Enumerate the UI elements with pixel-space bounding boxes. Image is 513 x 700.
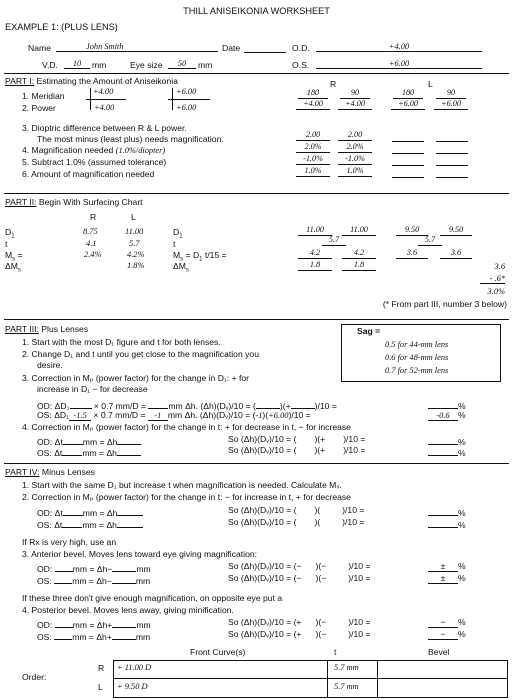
date-label: Date bbox=[222, 43, 241, 53]
chart-ms-cell: 4.2 bbox=[342, 248, 376, 259]
side-calc-2: - .6* bbox=[480, 274, 505, 284]
part2-footnote: (* From part III, number 3 below) bbox=[382, 299, 507, 309]
part2-heading: PART II: Begin With Surfacing Chart bbox=[5, 197, 143, 207]
side-calc-1: 3.6 bbox=[494, 262, 505, 271]
item4-label: 4. Magnification needed (1.0%/diopter) bbox=[22, 145, 166, 155]
p4-item2: 2. Correction in Mₚ (power factor) for the change in t: − for increase in t, + for decrease bbox=[22, 492, 351, 502]
item3-label: 3. Dioptric difference between R & L power. bbox=[22, 123, 187, 133]
mag-blank bbox=[392, 144, 424, 154]
chart-d1-cell: 9.50 bbox=[396, 225, 428, 236]
order-table bbox=[113, 660, 508, 698]
dms-label: $\Delta M_s$ bbox=[5, 261, 21, 274]
eyesize-unit: mm bbox=[198, 60, 213, 70]
p4-post-od-result: − % bbox=[428, 618, 466, 628]
od-value: +4.00 bbox=[316, 42, 482, 52]
p3-item4: 4. Correction in Mₚ (power factor) for the change in t: + for decrease in t, − for increase bbox=[22, 422, 351, 432]
diff-blank bbox=[392, 132, 424, 142]
item3b-label: The most minus (least plus) needs magnification. bbox=[37, 134, 224, 144]
order-row-t: 5.7 mm bbox=[334, 682, 359, 691]
order-row-t: 5.7 mm bbox=[334, 663, 359, 672]
d1-label-right: $D_1$ bbox=[173, 227, 183, 240]
cross2-top: +6.00 bbox=[176, 87, 197, 96]
need-cell: 1.0% bbox=[296, 166, 330, 177]
chart-d1-cell: 9.50 bbox=[440, 225, 472, 236]
chart-t-cell: 5.7 bbox=[418, 235, 442, 246]
left-t-r: 4.1 bbox=[86, 239, 97, 248]
p4-post-os-so: So (Δh)(Dᵥ)/10 = (+ )(− )/10 = bbox=[228, 629, 371, 639]
p4-post-od: OD: mm = Δh+ mm bbox=[37, 620, 151, 630]
p3-t-os-result: % bbox=[428, 446, 466, 458]
left-t-l: 5.7 bbox=[129, 239, 140, 248]
p4-os-result: % bbox=[428, 518, 466, 530]
p3-t-od: OD: Δt mm = Δh bbox=[37, 435, 141, 447]
p3-od-result: % bbox=[428, 399, 466, 411]
p4-od-so: So (Δh)(Dᵥ)/10 = ( )( )/10 = bbox=[228, 505, 365, 515]
chart-ms-cell: 3.6 bbox=[396, 248, 428, 259]
p4-post-od-so: So (Δh)(Dᵥ)/10 = (+ )(− )/10 = bbox=[228, 617, 371, 627]
example-label: EXAMPLE 1: (PLUS LENS) bbox=[5, 22, 118, 32]
part3-heading: PART III: Plus Lenses bbox=[5, 324, 89, 334]
p3-os-row: OS: ΔD₁ -1.5 × 0.7 mm/D = -1 mm Δh. (Δh)(Dᵥ)/10 = (-1)(+6.00)/10 = bbox=[37, 410, 311, 420]
p3-od-row: OD: ΔD₁ × 0.7 mm/D = mm Δh. (Δh)(Dᵥ)/10 = ( )(+ )/10 = bbox=[37, 401, 337, 411]
p4-post-os: OS: mm = Δh+ mm bbox=[37, 632, 151, 642]
order-row-front: + 9.50 D bbox=[117, 682, 148, 691]
order-row-divider bbox=[113, 678, 507, 679]
p3-t-os: OS: Δt mm = Δh bbox=[37, 446, 141, 458]
p3-item2b: desire. bbox=[37, 360, 63, 370]
meridian-label: 1. Meridian bbox=[22, 91, 65, 101]
item6-label: 6. Amount of magnification needed bbox=[22, 169, 155, 179]
chart-ms-cell: 4.2 bbox=[298, 248, 332, 259]
od-label: O.D. bbox=[292, 43, 310, 53]
diff-cell: 2.00 bbox=[338, 130, 372, 141]
p4-ant-os-result: ± % bbox=[428, 574, 466, 584]
t-label-right: t bbox=[173, 239, 176, 249]
cross1-top: +4.00 bbox=[93, 87, 114, 96]
dms-label-right: $\Delta M_s$ bbox=[173, 261, 189, 274]
mag-cell: 2.0% bbox=[338, 142, 372, 153]
p4-ant-od-so: So (Δh)(Dᵥ)/10 = (− )(− )/10 = bbox=[228, 561, 371, 571]
vd-label: V.D. bbox=[42, 60, 58, 70]
p4-od-row: OD: Δt mm = Δh bbox=[37, 506, 143, 518]
meridian-cell: 180 bbox=[393, 88, 423, 99]
sag-line: 0.5 for 44-mm lens bbox=[385, 340, 449, 349]
power-cell: +4.00 bbox=[338, 99, 372, 110]
tol-blank bbox=[436, 156, 468, 166]
p3-item1: 1. Start with the most D₁ figure and t for both lenses. bbox=[22, 337, 221, 347]
item5-label: 5. Subtract 1.0% (assumed tolerance) bbox=[22, 157, 167, 167]
left-d1-l: 11.00 bbox=[125, 227, 144, 236]
tol-cell: -1.0% bbox=[338, 154, 372, 165]
part4-heading: PART IV: Minus Lenses bbox=[5, 467, 95, 477]
chart-d1-cell: 11.00 bbox=[298, 225, 332, 236]
p3-t-od-result: % bbox=[428, 435, 466, 447]
chart-dms-cell: 1.8 bbox=[298, 260, 332, 271]
part1-r-header: R bbox=[330, 79, 337, 89]
left-ms-r: 2.4% bbox=[84, 250, 102, 259]
p4-os-so: So (Δh)(Dᵥ)/10 = ( )( )/10 = bbox=[228, 517, 365, 527]
os-label: O.S. bbox=[292, 60, 310, 70]
chart-d1-cell: 11.00 bbox=[342, 225, 376, 236]
ms-formula: $M_s = D_1$ t/15 = bbox=[173, 250, 227, 263]
p4-item3: 3. Anterior bevel. Moves lens toward eye giving magnification: bbox=[22, 549, 258, 559]
order-col-divider-2 bbox=[377, 660, 378, 697]
order-col-bevel: Bevel bbox=[428, 647, 450, 657]
left-dms-l: 1.8% bbox=[127, 261, 145, 270]
mag-cell: 2.0% bbox=[296, 142, 330, 153]
part1-heading: PART I: Estimating the Amount of Aniseikonia bbox=[5, 76, 178, 86]
order-col-divider-1 bbox=[327, 660, 328, 697]
chart-dms-cell: 1.8 bbox=[342, 260, 376, 271]
mag-blank bbox=[436, 144, 468, 154]
need-blank bbox=[436, 168, 468, 178]
eyesize-value: 50 bbox=[168, 59, 196, 69]
divider-1 bbox=[4, 73, 509, 74]
date-value bbox=[244, 42, 286, 53]
p3-t-os-so: So (Δh)(Dᵥ)/10 = ( )(+ )/10 = bbox=[228, 445, 366, 455]
part1-l-header: L bbox=[428, 79, 433, 89]
p4-ant-os-so: So (Δh)(Dᵥ)/10 = (− )(− )/10 = bbox=[228, 573, 371, 583]
d1-label: $D_1$ bbox=[5, 227, 15, 240]
chart-t-cell: 5.7 bbox=[322, 235, 346, 246]
power-cell: +6.00 bbox=[391, 99, 425, 110]
eyesize-label: Eye size bbox=[130, 60, 163, 70]
cross1-vertical bbox=[90, 88, 91, 110]
order-label: Order: bbox=[22, 672, 47, 682]
diff-cell: 2.00 bbox=[296, 130, 330, 141]
order-row-eye: L bbox=[98, 682, 103, 692]
p3-item3a: 3. Correction in Mₚ (power factor) for the change in D₁: + for bbox=[22, 373, 250, 383]
divider-3 bbox=[4, 319, 509, 320]
p4-rx-high: If Rx is very high, use an bbox=[22, 537, 117, 547]
cross1-horizontal bbox=[86, 99, 126, 100]
vd-value: 10 bbox=[64, 59, 90, 69]
p3-os-result: -0.6 % bbox=[428, 411, 466, 421]
left-ms-l: 4.2% bbox=[127, 250, 145, 259]
power-cell: +4.00 bbox=[296, 99, 330, 110]
part2-l-header: L bbox=[131, 212, 136, 222]
order-col-front: Front Curve(s) bbox=[190, 647, 246, 657]
cross2-right: +6.00 bbox=[176, 103, 197, 112]
sag-title: Sag = bbox=[357, 326, 381, 336]
diff-blank bbox=[436, 132, 468, 142]
p4-od-result: % bbox=[428, 506, 466, 518]
sag-line: 0.6 for 48-mm lens bbox=[385, 353, 449, 362]
order-col-t: t bbox=[334, 647, 337, 657]
order-row-front: + 11.00 D bbox=[117, 663, 152, 672]
order-row-eye: R bbox=[98, 663, 105, 673]
left-d1-r: 8.75 bbox=[83, 227, 98, 236]
divider-2 bbox=[4, 193, 509, 194]
p3-item2a: 2. Change D₁ and t until you get close to the magnification you bbox=[22, 349, 259, 359]
p4-post-os-result: − % bbox=[428, 630, 466, 640]
p4-os-row: OS: Δt mm = Δh bbox=[37, 518, 143, 530]
p4-not-enough: If these three don't give enough magnification, on opposite eye put a bbox=[22, 593, 283, 603]
chart-ms-cell: 3.6 bbox=[440, 248, 472, 259]
sag-line: 0.7 for 52-mm lens bbox=[385, 366, 449, 375]
side-calc-3: 3.0% bbox=[487, 287, 505, 296]
power-cell: +6.00 bbox=[434, 99, 468, 110]
tol-blank bbox=[392, 156, 424, 166]
meridian-cell: 90 bbox=[340, 88, 370, 99]
need-blank bbox=[392, 168, 424, 178]
name-label: Name bbox=[28, 43, 51, 53]
part2-r-header: R bbox=[90, 212, 97, 222]
meridian-cell: 180 bbox=[298, 88, 328, 99]
name-value: John Smith bbox=[56, 42, 218, 52]
ms-label: $M_s$ = bbox=[5, 250, 23, 263]
worksheet-title: THILL ANISEIKONIA WORKSHEET bbox=[183, 6, 330, 16]
need-cell: 1.0% bbox=[338, 166, 372, 177]
meridian-cell: 90 bbox=[436, 88, 466, 99]
p4-ant-os: OS: mm = Δh− mm bbox=[37, 576, 151, 586]
p3-item3b: increase in D₁ − for decrease bbox=[37, 384, 148, 394]
t-label: t bbox=[5, 239, 8, 249]
tol-cell: -1.0% bbox=[296, 154, 330, 165]
cross2-horizontal bbox=[168, 99, 210, 100]
p4-ant-od-result: ± % bbox=[428, 562, 466, 572]
p4-ant-od: OD: mm = Δh− mm bbox=[37, 564, 151, 574]
p3-t-od-so: So (Δh)(Dᵥ)/10 = ( )(+ )/10 = bbox=[228, 434, 366, 444]
os-value: +6.00 bbox=[316, 59, 482, 69]
cross2-vertical bbox=[172, 88, 173, 110]
divider-4 bbox=[4, 463, 509, 464]
cross1-right: +4.00 bbox=[94, 103, 115, 112]
p4-item4: 4. Posterior bevel. Moves lens away, giving minification. bbox=[22, 605, 234, 615]
p4-item1: 1. Start with the same D₁ but increase t when magnification is needed. Calculate Mₛ. bbox=[22, 480, 342, 490]
vd-unit: mm bbox=[92, 60, 107, 70]
power-label: 2. Power bbox=[22, 103, 56, 113]
